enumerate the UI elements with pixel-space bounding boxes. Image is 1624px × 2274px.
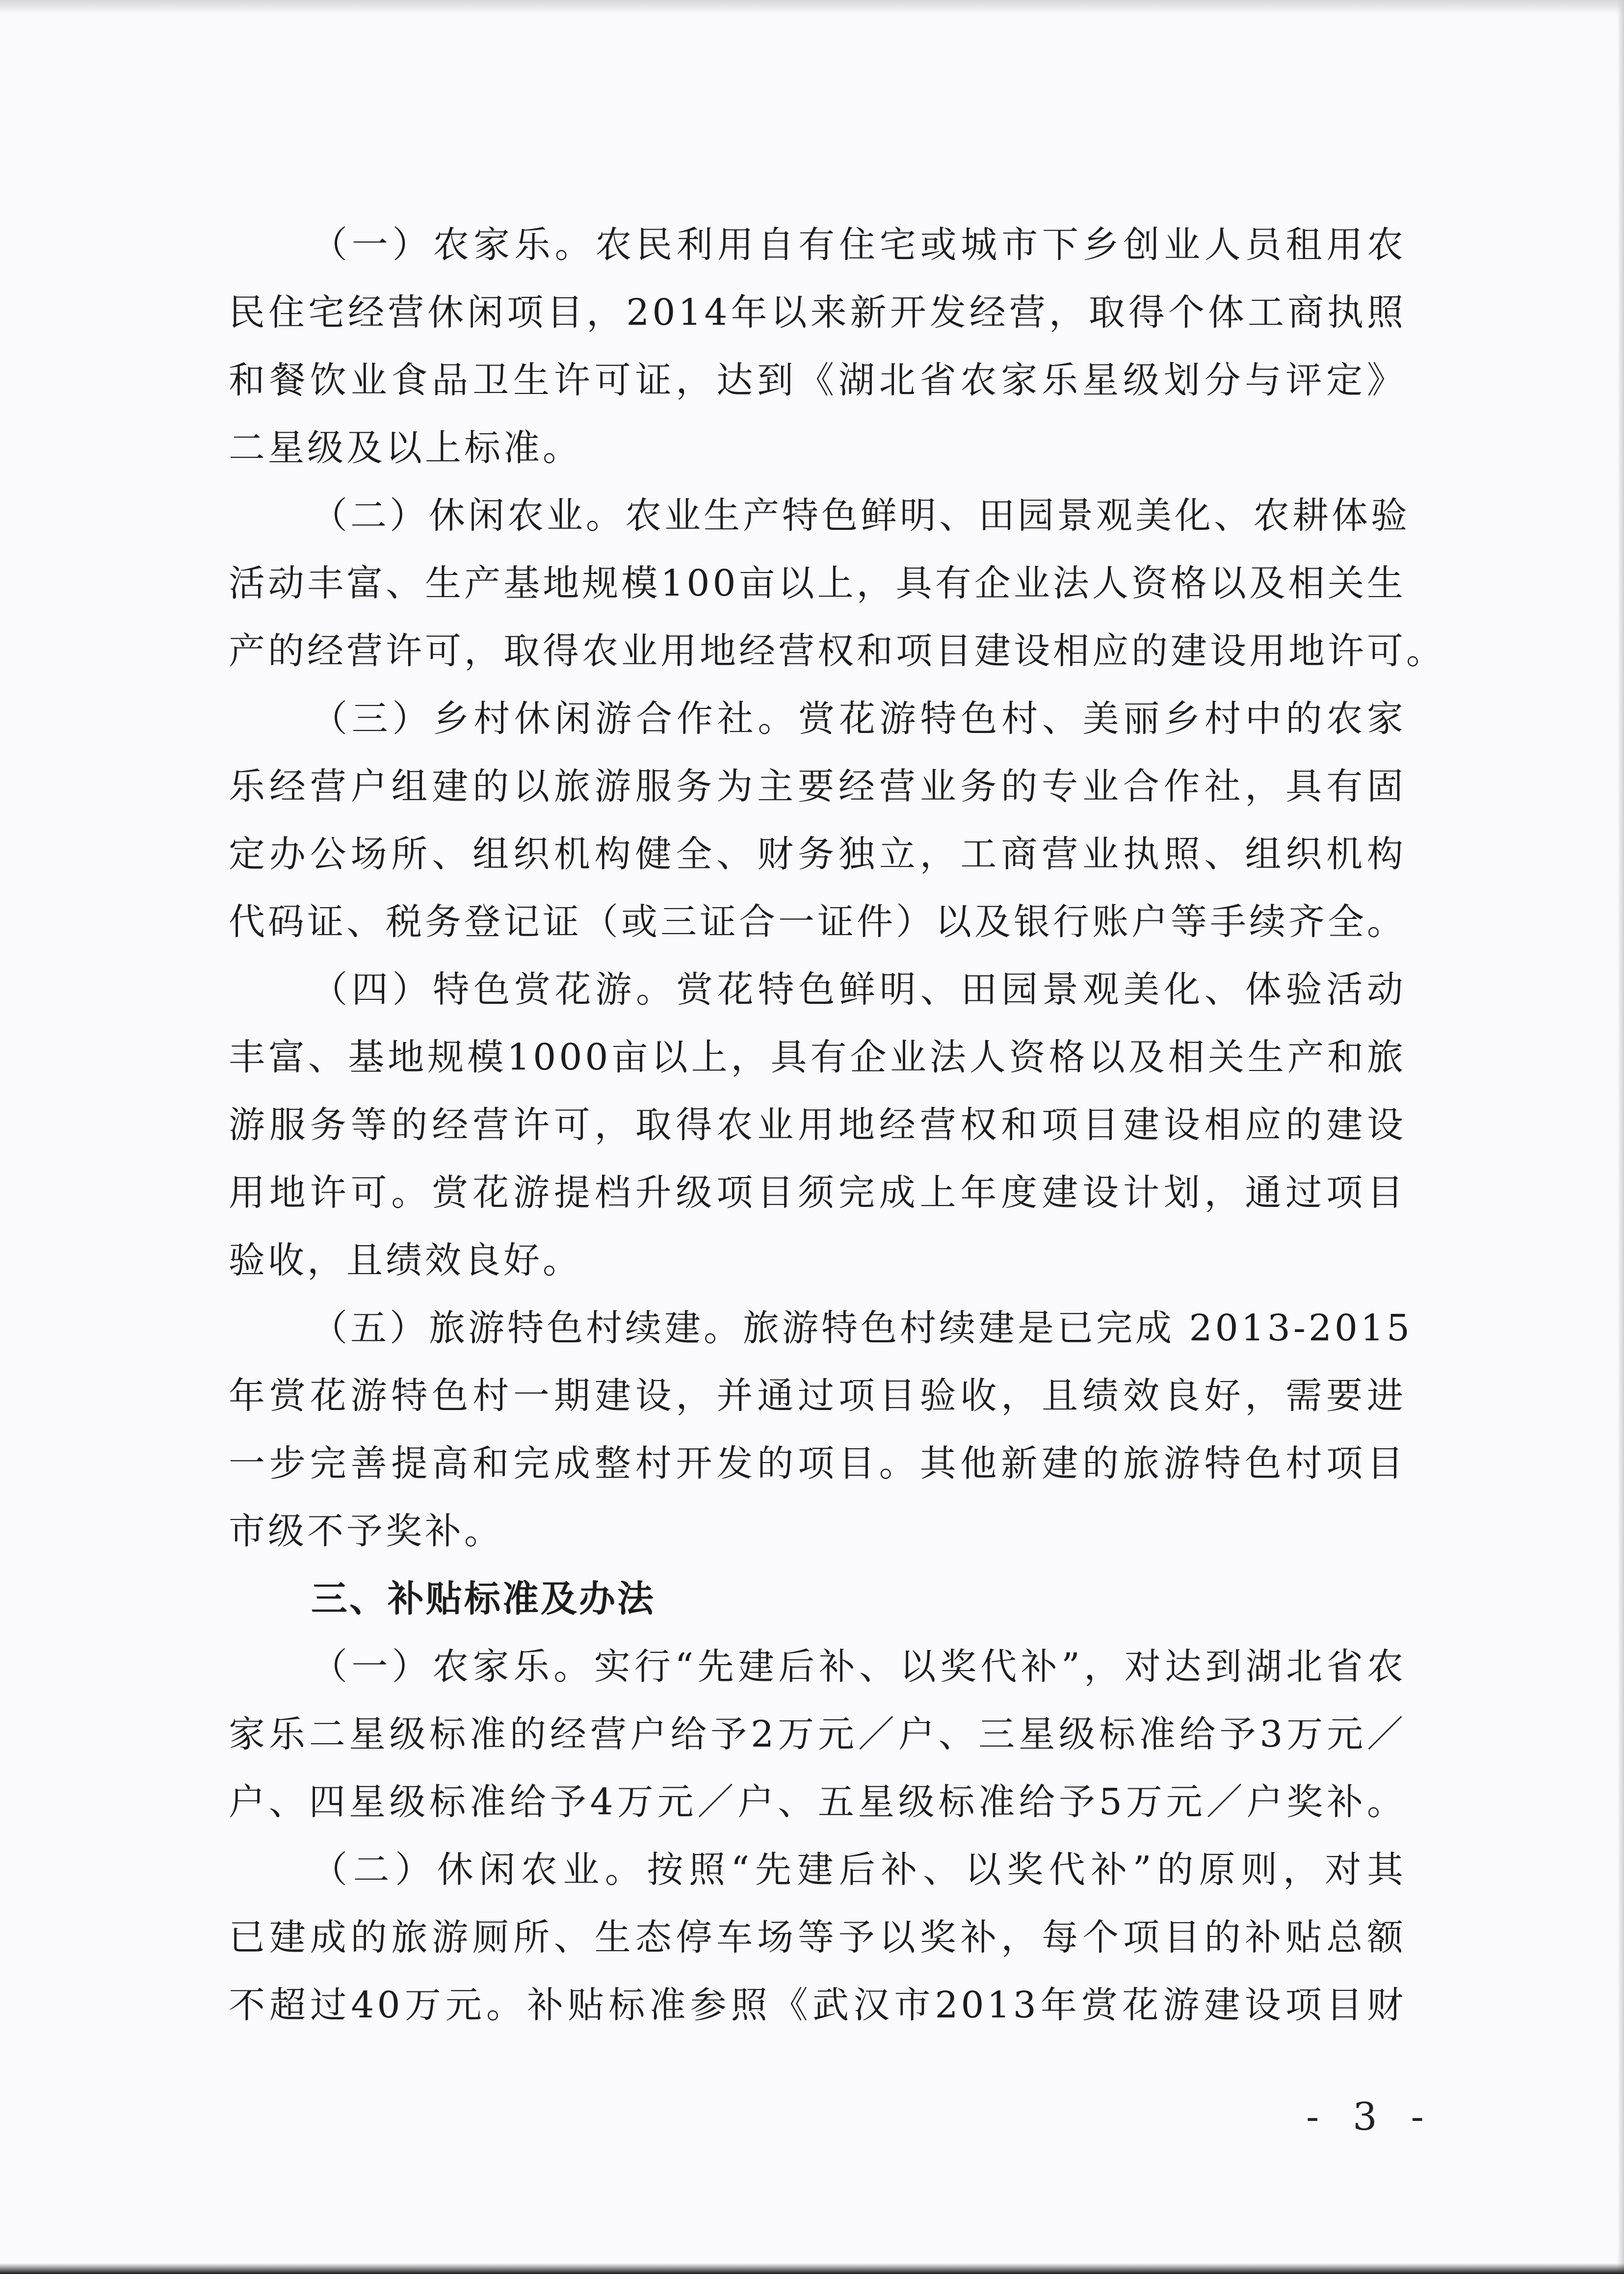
page-number: - 3 - xyxy=(1306,2095,1435,2139)
paragraph-line: 家乐二星级标准的经营户给予2万元／户、三星级标准给予3万元／ xyxy=(229,1713,1406,1755)
paragraph-line: 年赏花游特色村一期建设，并通过项目验收，且绩效良好，需要进 xyxy=(229,1375,1406,1417)
paragraph-line: 定办公场所、组织机构健全、财务独立，工商营业执照、组织机构 xyxy=(229,833,1406,875)
paragraph-line: 丰富、基地规模1000亩以上，具有企业法人资格以及相关生产和旅 xyxy=(229,1036,1406,1078)
paragraph-line: （三）乡村休闲游合作社。赏花游特色村、美丽乡村中的农家 xyxy=(311,698,1406,740)
paragraph-line: （一）农家乐。实行“先建后补、以奖代补”，对达到湖北省农 xyxy=(311,1646,1406,1688)
paragraph-line: 户、四星级标准给予4万元／户、五星级标准给予5万元／户奖补。 xyxy=(229,1781,1406,1823)
section-heading: 三、补贴标准及办法 xyxy=(311,1578,655,1620)
document-body xyxy=(229,211,1445,2039)
paragraph-line: 活动丰富、生产基地规模100亩以上，具有企业法人资格以及相关生 xyxy=(229,562,1406,604)
paragraph-line: （二）休闲农业。按照“先建后补、以奖代补”的原则，对其 xyxy=(311,1849,1406,1891)
scan-bottom-edge xyxy=(0,2263,1624,2274)
paragraph-line: 已建成的旅游厕所、生态停车场等予以奖补，每个项目的补贴总额 xyxy=(229,1916,1406,1959)
paragraph-line: 验收，且绩效良好。 xyxy=(229,1239,582,1281)
paragraph-line: 一步完善提高和完成整村开发的项目。其他新建的旅游特色村项目 xyxy=(229,1442,1406,1485)
paragraph-line: 二星级及以上标准。 xyxy=(229,427,582,469)
scan-top-edge xyxy=(0,0,1624,15)
scan-right-edge xyxy=(1617,0,1624,2274)
paragraph-line: 民住宅经营休闲项目，2014年以来新开发经营，取得个体工商执照 xyxy=(229,291,1406,334)
paragraph-line: 市级不予奖补。 xyxy=(229,1510,503,1552)
paragraph-line: 产的经营许可，取得农业用地经营权和项目建设相应的建设用地许可。 xyxy=(229,630,1445,672)
paragraph-line: 游服务等的经营许可，取得农业用地经营权和项目建设相应的建设 xyxy=(229,1104,1406,1146)
paragraph-line: 乐经营户组建的以旅游服务为主要经营业务的专业合作社，具有固 xyxy=(229,765,1406,808)
paragraph-line: 不超过40万元。补贴标准参照《武汉市2013年赏花游建设项目财 xyxy=(229,1984,1406,2026)
paragraph-line: （二）休闲农业。农业生产特色鲜明、田园景观美化、农耕体验 xyxy=(311,495,1410,537)
paragraph-line: 用地许可。赏花游提档升级项目须完成上年度建设计划，通过项目 xyxy=(229,1172,1406,1214)
paragraph-line: （五）旅游特色村续建。旅游特色村续建是已完成 2013-2015 xyxy=(311,1307,1413,1349)
paragraph-line: （一）农家乐。农民利用自有住宅或城市下乡创业人员租用农 xyxy=(311,224,1406,266)
paragraph-line: 和餐饮业食品卫生许可证，达到《湖北省农家乐星级划分与评定》 xyxy=(229,359,1406,401)
paragraph-line: 代码证、税务登记证（或三证合一证件）以及银行账户等手续齐全。 xyxy=(229,901,1406,943)
paragraph-line: （四）特色赏花游。赏花特色鲜明、田园景观美化、体验活动 xyxy=(311,968,1406,1011)
